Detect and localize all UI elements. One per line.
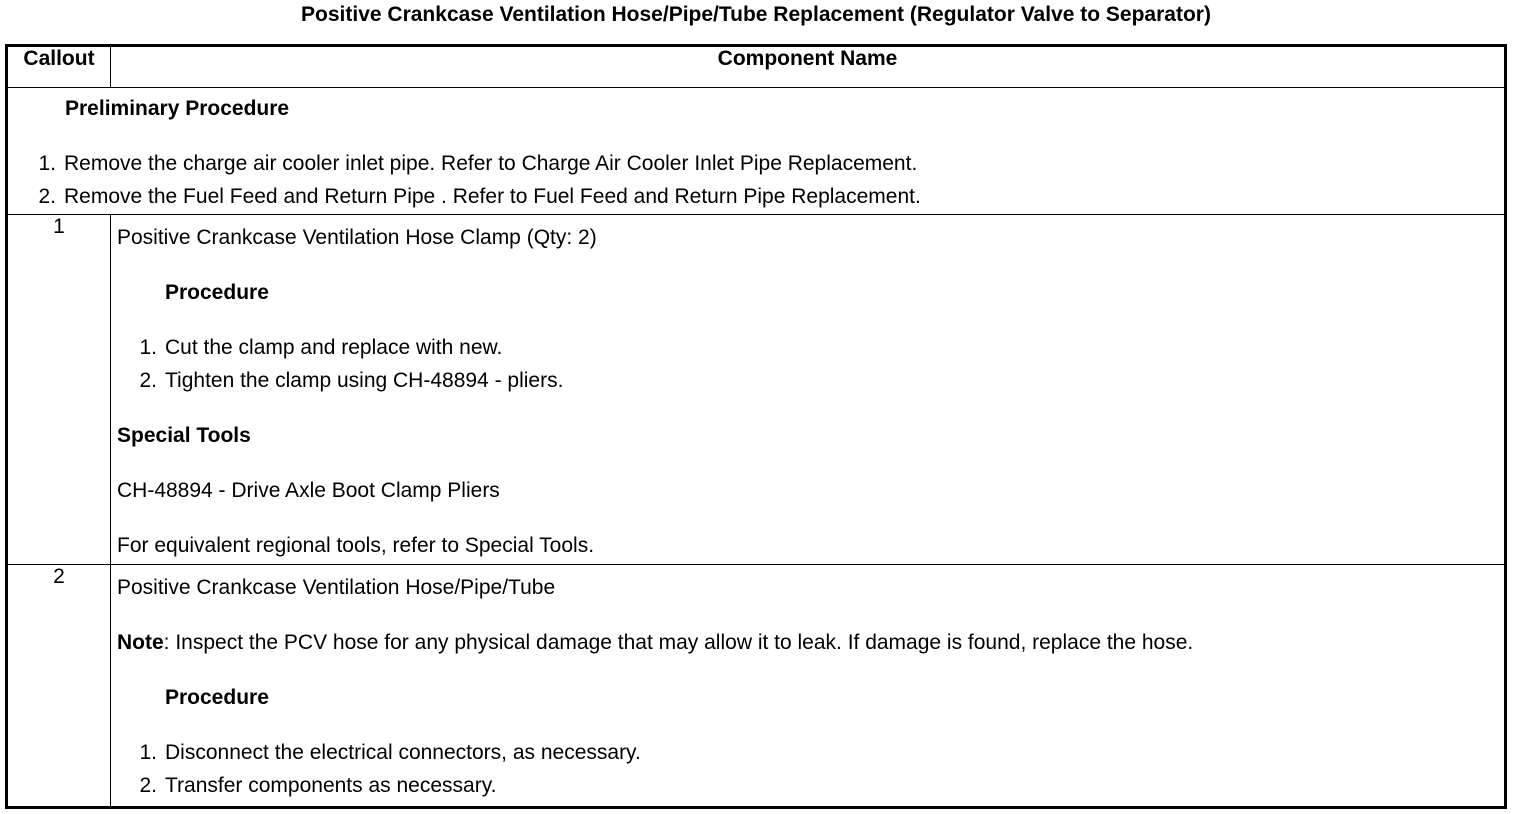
note (117, 626, 1498, 659)
equivalent-tools-note: For equivalent regional tools, refer to Special Tools. (117, 534, 595, 557)
note-text: : Inspect the PCV hose for any physical damage that may allow it to leak. If damage is found, replace the hose. (163, 631, 1194, 654)
step-text: Cut the clamp and replace with new. (165, 336, 503, 359)
step-text: Remove the charge air cooler inlet pipe. Refer to Charge Air Cooler Inlet Pipe Replacement. (64, 152, 918, 175)
procedure-heading: Procedure (165, 281, 269, 304)
step-number: 2. (38, 185, 56, 208)
note-label: Note (117, 631, 164, 654)
component-cell (111, 215, 1506, 565)
special-tools-heading: Special Tools (117, 424, 251, 447)
list-item (117, 769, 1498, 802)
component-cell (111, 565, 1506, 808)
component-name: Positive Crankcase Ventilation Hose/Pipe/Tube (117, 576, 556, 599)
component-table (5, 44, 1507, 809)
component-name-header: Component Name (111, 46, 1506, 88)
preliminary-heading: Preliminary Procedure (65, 97, 290, 120)
preliminary-row (7, 88, 1506, 215)
step-number: 1. (139, 336, 157, 359)
list-item (18, 147, 1504, 180)
callout-cell: 2 (7, 565, 111, 808)
document-title: Positive Crankcase Ventilation Hose/Pipe/Tube Replacement (Regulator Valve to Separator) (301, 3, 1211, 26)
step-text: Transfer components as necessary. (165, 774, 497, 797)
table-row (7, 565, 1506, 808)
step-text: Tighten the clamp using CH-48894 - pliers. (165, 369, 564, 392)
list-item (18, 180, 1504, 213)
callout-cell: 1 (7, 215, 111, 565)
list-item (117, 364, 1498, 397)
special-tool-name: CH-48894 - Drive Axle Boot Clamp Pliers (117, 479, 500, 502)
component-name: Positive Crankcase Ventilation Hose Clamp (Qty: 2) (117, 226, 597, 249)
step-text: Remove the Fuel Feed and Return Pipe . Refer to Fuel Feed and Return Pipe Replacement. (64, 185, 921, 208)
list-item (117, 736, 1498, 769)
step-text: Disconnect the electrical connectors, as necessary. (165, 741, 641, 764)
callout-header: Callout (7, 46, 111, 88)
step-number: 1. (38, 152, 56, 175)
step-number: 2. (139, 774, 157, 797)
step-number: 1. (139, 741, 157, 764)
procedure-heading: Procedure (165, 686, 269, 709)
header-row (7, 46, 1506, 88)
table-row (7, 215, 1506, 565)
list-item (117, 331, 1498, 364)
step-number: 2. (139, 369, 157, 392)
